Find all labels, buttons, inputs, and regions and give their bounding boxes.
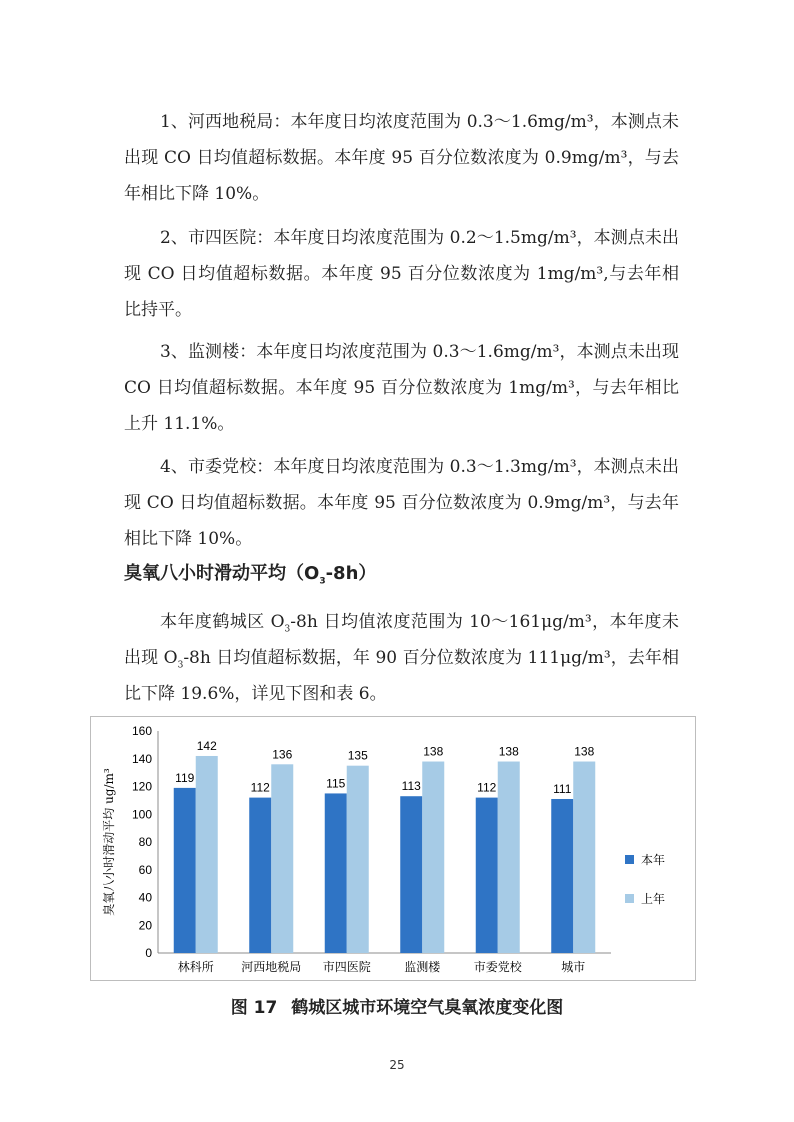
- section-heading: [124, 560, 376, 588]
- ozone-bar-chart: [90, 716, 696, 981]
- legend-swatch-this-year: [625, 855, 634, 864]
- bar-last-year: [347, 766, 369, 953]
- intro-sub-2: 3: [177, 660, 184, 671]
- intro-sub-1: 3: [284, 624, 291, 635]
- y-tick-label: 60: [138, 862, 152, 877]
- y-tick-label: 100: [131, 807, 152, 822]
- data-label: 138: [574, 744, 595, 759]
- bar-this-year: [551, 799, 573, 953]
- page-number: 25: [389, 1058, 405, 1072]
- paragraph-ozone-intro: [124, 604, 679, 712]
- data-label: 113: [401, 779, 421, 794]
- paragraph-party-school: 4、市委党校：本年度日均浓度范围为 0.3～1.3mg/m³，本测点未出现 CO 日均值超标数据。本年度 95 百分位数浓度为 0.9mg/m³，与去年相比下降 10%。: [124, 457, 679, 549]
- x-tick-label: 监测楼: [404, 960, 441, 974]
- data-label: 138: [423, 744, 444, 759]
- data-label: 111: [553, 781, 572, 796]
- y-tick-label: 0: [145, 946, 152, 960]
- data-label: 142: [196, 738, 217, 753]
- heading-text-pre: 臭氧八小时滑动平均（O: [124, 563, 320, 584]
- figure-number: 图 17: [230, 998, 278, 1018]
- bar-this-year: [325, 793, 347, 953]
- bar-last-year: [573, 762, 595, 953]
- data-label: 119: [175, 770, 195, 785]
- figure-caption: [0, 993, 794, 1018]
- intro-text-1: 本年度鹤城区 O: [160, 612, 285, 632]
- data-label: 138: [498, 744, 519, 759]
- bar-this-year: [400, 796, 422, 953]
- bar-last-year: [271, 764, 293, 953]
- legend-label-last-year: 上年: [641, 892, 666, 906]
- heading-subscript: 3: [319, 576, 326, 587]
- y-tick-label: 40: [138, 890, 152, 905]
- paragraph-city-fourth-hospital: 2、市四医院：本年度日均浓度范围为 0.2～1.5mg/m³，本测点未出现 CO 日均值超标数据。本年度 95 百分位数浓度为 1mg/m³,与去年相比持平。: [124, 228, 679, 320]
- data-label: 115: [326, 776, 346, 791]
- x-tick-label: 市四医院: [322, 960, 371, 974]
- bar-last-year: [422, 762, 444, 953]
- y-tick-label: 120: [131, 779, 152, 794]
- data-label: 112: [477, 780, 497, 795]
- y-tick-label: 80: [138, 835, 152, 849]
- figure-title: 鹤城区城市环境空气臭氧浓度变化图: [291, 998, 564, 1018]
- intro-text-2: -8h 日均值浓度范围为 10～161μg/m³，本年度未出现 O: [124, 612, 679, 668]
- chart-canvas: [91, 717, 695, 980]
- data-label: 135: [347, 748, 368, 763]
- heading-text-post: -8h）: [325, 563, 377, 584]
- y-tick-label: 160: [131, 724, 152, 738]
- paragraph-monitoring-building: 3、监测楼：本年度日均浓度范围为 0.3～1.6mg/m³，本测点未出现 CO 日均值超标数据。本年度 95 百分位数浓度为 1mg/m³，与去年相比上升 11.1%。: [124, 342, 679, 434]
- bar-last-year: [196, 756, 218, 953]
- bar-this-year: [174, 788, 196, 953]
- x-tick-label: 城市: [561, 960, 586, 974]
- y-tick-label: 20: [138, 918, 152, 933]
- bar-this-year: [476, 798, 498, 953]
- x-tick-label: 林科所: [177, 960, 214, 974]
- y-tick-label: 140: [131, 751, 152, 766]
- paragraph-hexi-tax-bureau: 1、河西地税局：本年度日均浓度范围为 0.3～1.6mg/m³，本测点未出现 CO 日均值超标数据。本年度 95 百分位数浓度为 0.9mg/m³，与去年相比下降 10%。: [124, 112, 679, 204]
- bar-this-year: [249, 798, 271, 953]
- y-axis-label: 臭氧八小时滑动平均 ug/m³: [102, 768, 116, 916]
- x-tick-label: 市委党校: [473, 960, 522, 974]
- legend-swatch-last-year: [625, 894, 634, 903]
- x-tick-label: 河西地税局: [241, 960, 302, 974]
- data-label: 112: [250, 780, 270, 795]
- legend-label-this-year: 本年: [641, 853, 666, 867]
- intro-text-3: -8h 日均值超标数据，年 90 百分位数浓度为 111μg/m³，去年相比下降 19.6%，详见下图和表 6。: [124, 648, 679, 704]
- bar-last-year: [498, 762, 520, 953]
- data-label: 136: [272, 747, 293, 762]
